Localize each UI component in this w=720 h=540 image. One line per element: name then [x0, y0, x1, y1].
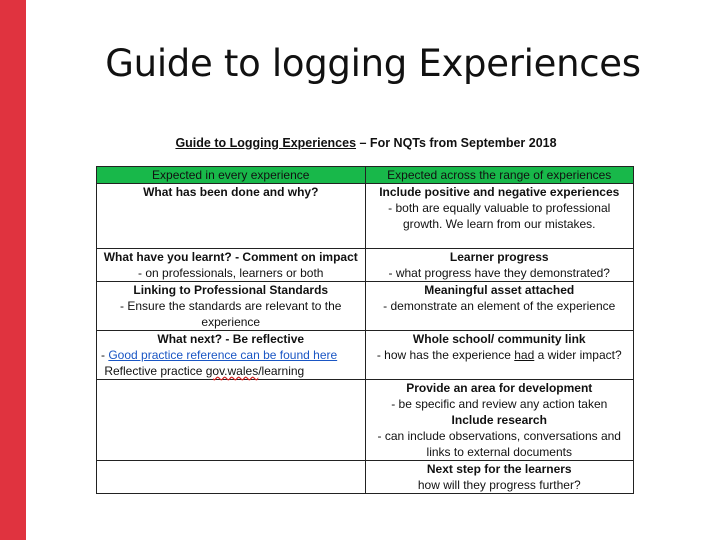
- document-title: [96, 136, 636, 150]
- cell-text: - be specific and review any action taken: [391, 397, 608, 411]
- link-prefix: -: [101, 348, 109, 362]
- guide-table: [96, 166, 634, 494]
- cell-right: [365, 331, 634, 380]
- cell-heading: Include positive and negative experiences: [379, 185, 620, 199]
- reference-line: [101, 363, 361, 379]
- header-left: Expected in every experience: [97, 167, 366, 184]
- cell-heading: Whole school/ community link: [412, 332, 586, 346]
- cell-text: - Ensure the standards are relevant to the experience: [120, 299, 342, 329]
- cell-left: [97, 184, 366, 249]
- table-row: [97, 461, 634, 494]
- cell-heading: Learner progress: [449, 250, 549, 264]
- table-row: [97, 249, 634, 282]
- good-practice-link[interactable]: Good practice reference can be found here: [108, 348, 338, 362]
- accent-bar: [0, 0, 26, 540]
- cell-heading: What next? - Be reflective: [157, 332, 305, 346]
- cell-left: [97, 249, 366, 282]
- table-row: [97, 184, 634, 249]
- cell-heading: Provide an area for development: [406, 381, 593, 395]
- cell-text: - can include observations, conversations and links to external documents: [377, 429, 621, 459]
- cell-right: [365, 461, 634, 494]
- cell-text-part: a wider impact?: [534, 348, 622, 362]
- cell-text: - what progress have they demonstrated?: [388, 266, 610, 280]
- cell-heading: Linking to Professional Standards: [133, 283, 329, 297]
- cell-right: [365, 184, 634, 249]
- cell-right: [365, 282, 634, 331]
- cell-right: [365, 249, 634, 282]
- table-header-row: [97, 167, 634, 184]
- cell-heading: Meaningful asset attached: [424, 283, 575, 297]
- header-right: Expected across the range of experiences: [365, 167, 634, 184]
- cell-text-part: - how has the experience: [376, 348, 515, 362]
- cell-heading: Include research: [451, 413, 547, 427]
- document-title-underlined: Guide to Logging Experiences: [175, 136, 357, 150]
- document-title-suffix: – For NQTs from September 2018: [356, 136, 557, 150]
- cell-right: [365, 380, 634, 461]
- cell-text: - on professionals, learners or both: [138, 266, 324, 280]
- cell-heading: Next step for the learners: [426, 462, 572, 476]
- cell-text-underlined: had: [514, 348, 535, 362]
- table-row: [97, 331, 634, 380]
- table-row: [97, 380, 634, 461]
- cell-left: [97, 331, 366, 380]
- table-row: [97, 282, 634, 331]
- cell-left-empty: [97, 380, 366, 461]
- cell-text: - both are equally valuable to professional growth. We learn from our mistakes.: [388, 201, 611, 231]
- cell-left-empty: [97, 461, 366, 494]
- cell-heading: What has been done and why?: [143, 185, 319, 199]
- cell-text: [370, 347, 630, 363]
- cell-left: [97, 282, 366, 331]
- reference-domain: gov.wales: [205, 364, 259, 378]
- cell-heading: What have you learnt? - Comment on impact: [103, 250, 358, 264]
- cell-text: - demonstrate an element of the experience: [383, 299, 616, 313]
- slide-title: Guide to logging Experiences: [105, 42, 641, 85]
- cell-text: how will they progress further?: [417, 478, 581, 492]
- link-line: [101, 347, 361, 363]
- reference-suffix: /learning: [258, 364, 305, 378]
- reference-prefix: Reflective practice: [104, 364, 206, 378]
